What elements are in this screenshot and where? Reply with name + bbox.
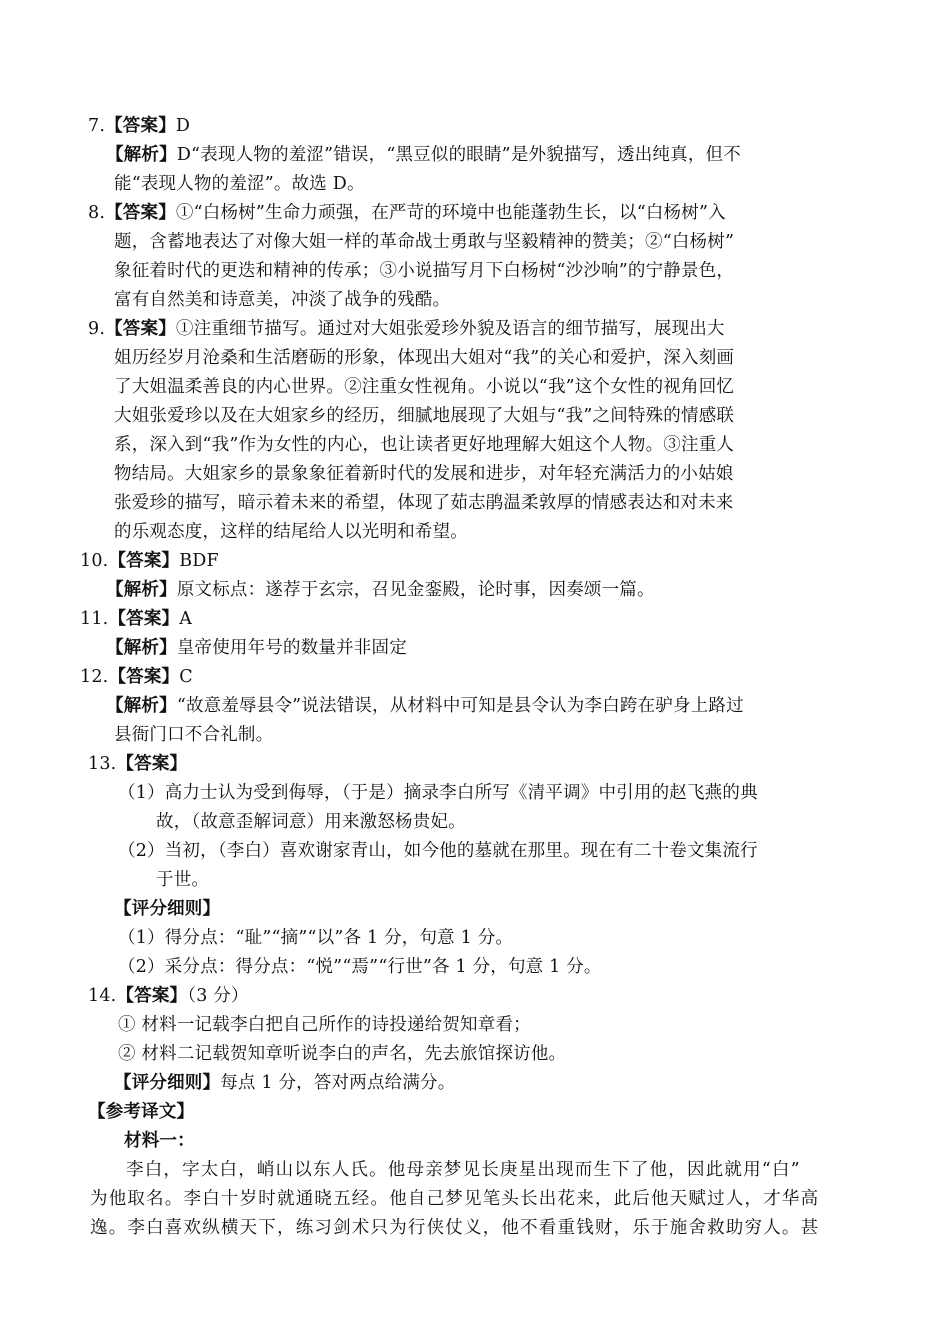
question-number: 12. (80, 667, 109, 687)
answer-label: 【答案】 (116, 986, 188, 1006)
text-line: 大姐张爱珍以及在大姐家乡的经历，细腻地展现了大姐与“我”之间特殊的情感联 (114, 406, 735, 426)
text-line: 故，（故意歪解词意）用来激怒杨贵妃。 (156, 812, 466, 832)
answer-text: （3 分） (187, 986, 249, 1006)
text-line: ② 材料二记载贺知章听说李白的声名，先去旅馆探访他。 (118, 1044, 567, 1064)
text-line: （1）高力士认为受到侮辱，（于是）摘录李白所写《清平调》中引用的赵飞燕的典 (118, 783, 758, 803)
translation-line: 为他取名。李白十岁时就通晓五经。他自己梦见笔头长出花来，此后他天赋过人，才华高 (90, 1189, 820, 1209)
answer-text: A (179, 609, 193, 629)
answer-line (88, 112, 190, 140)
answer-label: 【答案】 (108, 667, 180, 687)
text-line: 县衙门口不合礼制。 (114, 725, 274, 745)
answer-line (80, 547, 219, 575)
analysis-text: 原文标点：遂荐于玄宗，召见金銮殿，论时事，因奏颂一篇。 (176, 580, 655, 600)
answer-text: C (179, 667, 193, 687)
answer-label: 【答案】 (105, 319, 176, 339)
text-line: （1）得分点：“耻”“摘”“以”各 1 分，句意 1 分。 (118, 928, 514, 948)
reference-translation-heading: 【参考译文】 (88, 1102, 195, 1122)
answer-line (88, 315, 725, 343)
answer-text: BDF (179, 551, 219, 571)
text-line: 姐历经岁月沧桑和生活磨砺的形象，体现出大姐对“我”的关心和爱护，深入刻画 (114, 348, 735, 368)
text-line: 系，深入到“我”作为女性的内心，也让读者更好地理解大姐这个人物。③注重人 (114, 435, 735, 455)
answer-label: 【答案】 (105, 116, 176, 136)
scoring-rules-label: 【评分细则】 (114, 1073, 221, 1093)
question-number: 8. (88, 203, 106, 223)
text-line: ① 材料一记载李白把自己所作的诗投递给贺知章看； (118, 1015, 531, 1035)
answer-label: 【答案】 (108, 551, 180, 571)
answer-label: 【答案】 (105, 203, 176, 223)
text-line: （2）当初，（李白）喜欢谢家青山，如今他的墓就在那里。现在有二十卷文集流行 (118, 841, 758, 861)
scoring-rules-heading: 【评分细则】 (114, 899, 221, 919)
answer-label: 【答案】 (108, 609, 180, 629)
analysis-text: 皇帝使用年号的数量并非固定 (176, 638, 407, 658)
answer-text: ①“白杨树”生命力顽强，在严苛的环境中也能蓬勃生长，以“白杨树”入 (175, 203, 726, 223)
analysis-label: 【解析】 (106, 696, 177, 716)
text-line: 于世。 (156, 870, 210, 890)
text-line: 张爱珍的描写，暗示着未来的希望，体现了茹志鹃温柔敦厚的情感表达和对未来 (114, 493, 734, 513)
text-line: 题，含蓄地表达了对像大姐一样的革命战士勇敢与坚毅精神的赞美；②“白杨树” (114, 232, 735, 252)
answer-line (88, 199, 726, 227)
question-number: 14. (88, 986, 117, 1006)
question-number: 13. (88, 754, 117, 774)
translation-line: 李白，字太白，峭山以东人氏。他母亲梦见长庚星出现而生下了他，因此就用“白” (126, 1160, 801, 1180)
analysis-text: “故意羞辱县令”说法错误，从材料中可知是县令认为李白跨在驴身上路过 (176, 696, 744, 716)
material-heading: 材料一： (124, 1131, 195, 1151)
answer-line (88, 750, 187, 778)
text-line: 象征着时代的更迭和精神的传承；③小说描写月下白杨树“沙沙响”的宁静景色， (114, 261, 735, 281)
analysis-label: 【解析】 (106, 145, 177, 165)
answer-line (80, 663, 193, 691)
question-number: 9. (88, 319, 106, 339)
analysis-line (106, 634, 407, 662)
analysis-line (106, 576, 655, 604)
text-line: （2）采分点：得分点：“悦”“焉”“行世”各 1 分，句意 1 分。 (118, 957, 602, 977)
scoring-rules-line (114, 1069, 455, 1097)
question-number: 11. (80, 609, 109, 629)
answer-text: D (175, 116, 191, 136)
text-line: 富有自然美和诗意美，冲淡了战争的残酷。 (114, 290, 451, 310)
text-line: 能“表现人物的羞涩”。故选 D。 (114, 174, 365, 194)
translation-line: 逸。李白喜欢纵横天下，练习剑术只为行侠仗义，他不看重钱财，乐于施舍救助穷人。甚 (90, 1218, 820, 1238)
answer-line (80, 605, 192, 633)
text-line: 了大姐温柔善良的内心世界。②注重女性视角。小说以“我”这个女性的视角回忆 (114, 377, 735, 397)
analysis-line (106, 141, 741, 169)
text-line: 的乐观态度，这样的结尾给人以光明和希望。 (114, 522, 468, 542)
analysis-line (106, 692, 744, 720)
scoring-rules-text: 每点 1 分，答对两点给满分。 (220, 1073, 456, 1093)
answer-label: 【答案】 (116, 754, 188, 774)
answer-text: ①注重细节描写。通过对大姐张爱珍外貌及语言的细节描写，展现出大 (175, 319, 725, 339)
analysis-label: 【解析】 (106, 638, 177, 658)
analysis-text: D“表现人物的羞涩”错误，“黑豆似的眼睛”是外貌描写，透出纯真，但不 (176, 145, 741, 165)
analysis-label: 【解析】 (106, 580, 177, 600)
text-line: 物结局。大姐家乡的景象象征着新时代的发展和进步，对年轻充满活力的小姑娘 (114, 464, 734, 484)
question-number: 7. (88, 116, 106, 136)
question-number: 10. (80, 551, 109, 571)
answer-line (88, 982, 249, 1010)
